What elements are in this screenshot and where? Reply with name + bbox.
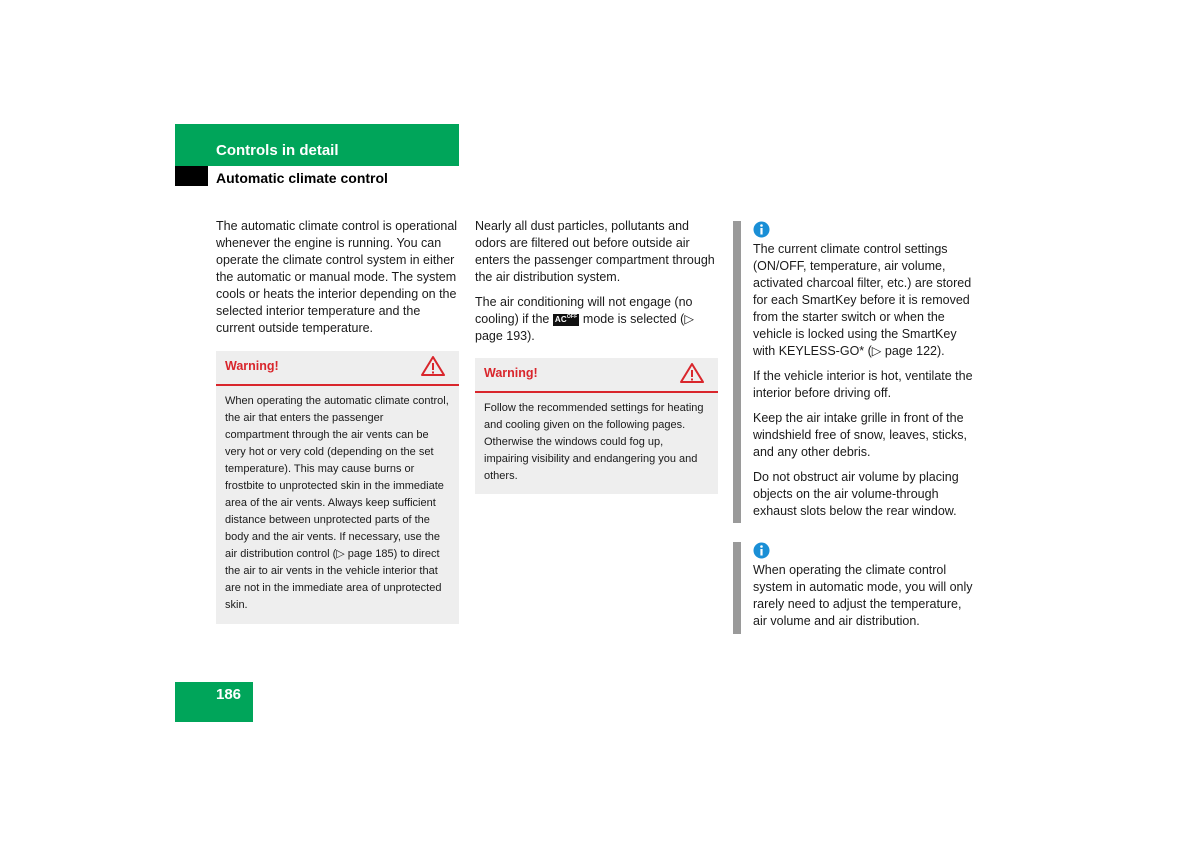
column-1: [216, 218, 459, 345]
subsection-title: Automatic climate control: [216, 170, 388, 186]
filter-paragraph: Nearly all dust particles, pollutants and odors are filtered out before outside air enters the passenger compartment through the air distribution system.: [475, 219, 715, 284]
note-paragraph: If the vehicle interior is hot, ventilate the interior before driving off.: [753, 369, 973, 400]
warning-title: Warning!: [225, 359, 279, 373]
page-number: 186: [216, 686, 242, 703]
warning-body: Follow the recommended settings for heating and cooling given on the following pages. Otherwise the windows could fog up, impairing visibility and endangering you and others.: [484, 402, 704, 482]
info-icon: [753, 542, 770, 559]
warning-box-2: [475, 358, 718, 494]
subsection-marker: [175, 166, 208, 186]
ac-text-after: mode is selected (▷ page 193).: [475, 312, 694, 343]
warning-header: [216, 351, 459, 386]
info-icon: [753, 221, 770, 238]
column-2: [475, 218, 718, 353]
warning-body: When operating the automatic climate control, the air that enters the passenger compartment through the air vents can be very hot or very cold (depending on the set temperature). This may cause burns or frostbite to unprotected skin in the immediate area of the air vents. Always keep sufficient distance between unprotected parts of the body and the air vents. If necessary, use the air distribution control (▷ page 185) to direct the air to air vents in the vehicle interior that are not in the immediate area of unprotected skin.: [225, 395, 449, 611]
ac-off-button-symbol: $AC^{OFF}$: [554, 313, 578, 324]
intro-paragraph: The automatic climate control is operational whenever the engine is running. You can operate the climate control system in either the automatic or manual mode. The system cools or heats the interior depending on the selected interior temperature and the current outside temperature.: [216, 219, 458, 335]
section-title: Controls in detail: [216, 142, 339, 159]
info-note-1: [733, 221, 977, 523]
note-paragraph: When operating the climate control system in automatic mode, you will only rarely need to adjust the temperature, air volume and air distribution.: [753, 563, 973, 628]
note-paragraph: The current climate control settings (ON/OFF, temperature, air volume, activated charcoal filter, etc.) are stored for each SmartKey before it is removed from the starter switch or when the vehicle is locked using the SmartKey with KEYLESS-GO* (▷ page 122).: [753, 242, 972, 358]
ac-text-before: The air conditioning will not engage (no cooling) if the: [475, 295, 693, 326]
warning-header: [475, 358, 718, 393]
warning-title: Warning!: [484, 366, 538, 380]
note-paragraph: Do not obstruct air volume by placing objects on the air volume-through exhaust slots below the rear window.: [753, 470, 959, 518]
ac-paragraph: [475, 294, 718, 345]
warning-triangle-icon: [680, 362, 704, 384]
page-number-box: [175, 682, 253, 722]
info-note-2: [733, 542, 977, 634]
note-paragraph: Keep the air intake grille in front of the windshield free of snow, leaves, sticks, and any other debris.: [753, 411, 967, 459]
warning-triangle-icon: [421, 355, 445, 377]
warning-box-1: [216, 351, 459, 624]
